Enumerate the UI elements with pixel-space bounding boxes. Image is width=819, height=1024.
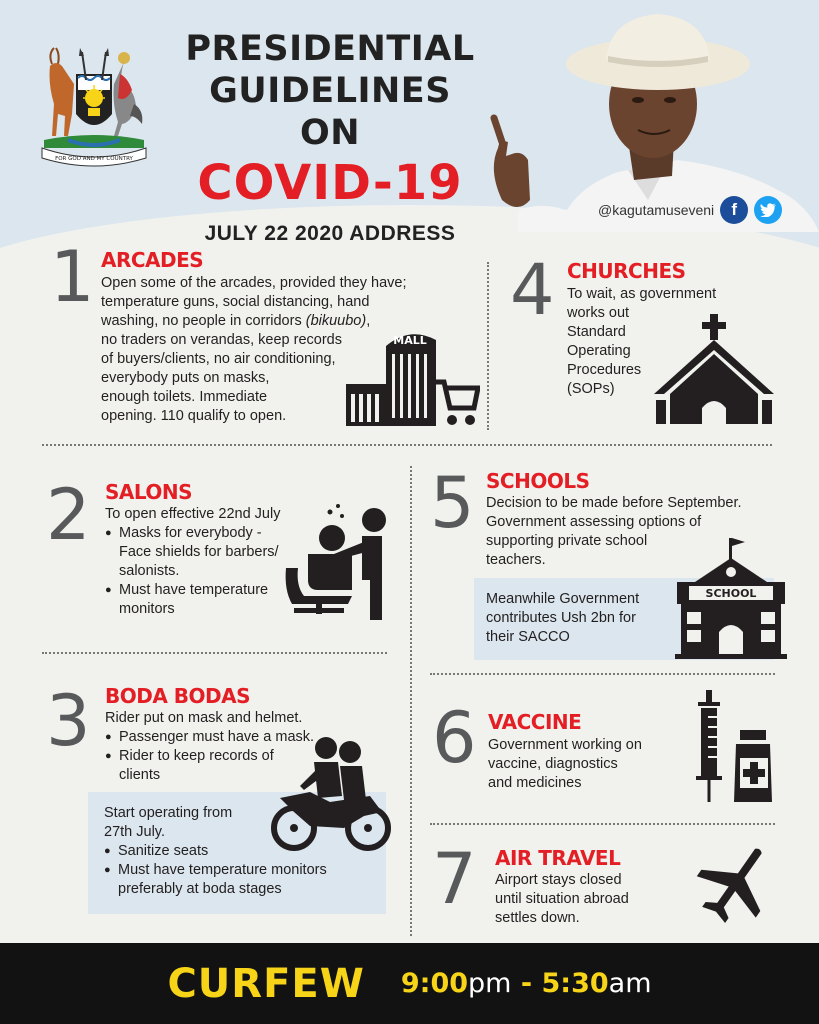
title-line-2: GUIDELINES ON	[209, 71, 451, 153]
curfew-time	[401, 968, 652, 999]
salons-bullet-line: ● Masks for everybody -	[119, 525, 262, 541]
title-covid: COVID-19	[197, 155, 463, 211]
section-number-7: 7	[432, 838, 477, 920]
uganda-crest-icon	[38, 44, 150, 169]
curfew-bar	[0, 943, 819, 1024]
air-text	[495, 871, 685, 928]
airplane-icon	[696, 842, 776, 924]
schools-line: Government assessing options of	[486, 514, 702, 530]
social-handle: @kagutamuseveni	[598, 202, 715, 218]
air-line: Airport stays closed	[495, 872, 622, 888]
divider-horizontal-left	[42, 652, 387, 654]
section-number-6: 6	[432, 697, 477, 779]
salons-bullet-line: salonists.	[119, 563, 180, 579]
churches-line: Standard	[567, 324, 626, 340]
vaccine-line: and medicines	[488, 775, 582, 791]
divider-horizontal-1	[42, 444, 772, 446]
boda-note-bullet-line: preferably at boda stages	[118, 881, 282, 897]
schools-line: teachers.	[486, 552, 546, 568]
arcades-line: of buyers/clients, no air conditioning,	[101, 351, 336, 367]
divider-vertical-top	[487, 262, 489, 430]
vaccine-icon	[692, 690, 776, 806]
divider-horizontal-right-2	[430, 823, 775, 825]
schools-note-line: contributes Ush 2bn for	[486, 610, 636, 626]
salons-bullet-line: Face shields for barbers/	[119, 544, 279, 560]
church-icon	[652, 312, 776, 426]
salons-intro: To open effective 22nd July	[105, 506, 281, 522]
boda-note-line: 27th July.	[104, 824, 165, 840]
motorcycle-icon	[270, 736, 392, 852]
arcades-line-part: ,	[366, 313, 371, 329]
arcades-line-part: washing, no people in corridors	[101, 313, 306, 329]
curfew-start-time: 9:00	[400, 968, 469, 999]
arcades-line: no traders on verandas, keep records	[101, 332, 342, 348]
churches-line: (SOPs)	[567, 381, 615, 397]
arcades-title: ARCADES	[101, 248, 204, 272]
section-number-5: 5	[430, 462, 475, 544]
vaccine-line: Government working on	[488, 737, 642, 753]
curfew-start-unit: pm	[468, 968, 512, 999]
divider-horizontal-right-1	[430, 673, 775, 675]
boda-note-bullet	[104, 861, 370, 899]
vaccine-line: vaccine, diagnostics	[488, 756, 618, 772]
curfew-end-time: 5:30	[541, 968, 609, 999]
title-line-1: PRESIDENTIAL	[185, 29, 475, 69]
churches-line: Operating	[567, 343, 631, 359]
arcades-bikuubo: (bikuubo)	[305, 313, 367, 329]
crest-motto: FOR GOD AND MY COUNTRY	[55, 156, 133, 162]
air-title: AIR TRAVEL	[495, 846, 621, 870]
header-banner	[0, 0, 819, 262]
churches-line: works out	[567, 305, 630, 321]
air-line: settles down.	[495, 910, 580, 926]
boda-bullet-line: ● Rider to keep records of	[119, 748, 274, 764]
salon-icon	[282, 500, 392, 622]
salons-title: SALONS	[105, 480, 193, 504]
vaccine-title: VACCINE	[488, 710, 582, 734]
air-line: until situation abroad	[495, 891, 629, 907]
schools-note-line: Meanwhile Government	[486, 591, 640, 607]
section-number-3: 3	[46, 680, 91, 762]
churches-line: To wait, as government	[567, 286, 717, 302]
boda-note-line: Start operating from	[104, 805, 233, 821]
arcades-line: enough toilets. Immediate	[101, 389, 268, 405]
salons-bullet-line: monitors	[119, 601, 175, 617]
twitter-icon[interactable]	[754, 196, 782, 224]
social-handle-row	[598, 196, 782, 224]
churches-title: CHURCHES	[567, 259, 686, 283]
boda-intro: Rider put on mask and helmet.	[105, 710, 303, 726]
boda-bullet-line: ● Passenger must have a mask.	[119, 729, 315, 745]
salons-bullet-line: ● Must have temperature	[119, 582, 269, 598]
arcades-line: Open some of the arcades, provided they have;	[101, 275, 407, 291]
school-label: SCHOOL	[705, 587, 757, 600]
boda-title: BODA BODAS	[105, 684, 251, 708]
schools-line: Decision to be made before September.	[486, 495, 742, 511]
schools-line: supporting private school	[486, 533, 648, 549]
mall-label: MALL	[393, 334, 427, 347]
divider-vertical-bottom	[410, 466, 412, 936]
curfew-label: CURFEW	[167, 960, 365, 1007]
address-date: JULY 22 2020 ADDRESS	[204, 222, 456, 245]
schools-title: SCHOOLS	[486, 469, 590, 493]
school-icon	[675, 536, 787, 660]
boda-bullet-line: clients	[119, 767, 161, 783]
boda-note-bullet-line: ● Sanitize seats	[118, 843, 209, 859]
boda-note-bullet-line: ● Must have temperature monitors	[118, 862, 327, 878]
curfew-end-unit: am	[608, 968, 652, 999]
vaccine-text	[488, 736, 678, 793]
arcades-line: temperature guns, social distancing, hand	[101, 294, 370, 310]
facebook-icon[interactable]: f	[720, 196, 748, 224]
churches-line: Procedures	[567, 362, 642, 378]
mall-icon	[340, 322, 480, 426]
arcades-line: everybody puts on masks,	[101, 370, 270, 386]
curfew-separator: -	[511, 968, 542, 999]
section-number-2: 2	[46, 474, 91, 556]
schools-note-line: their SACCO	[486, 629, 570, 645]
arcades-line: opening. 110 qualify to open.	[101, 408, 287, 424]
section-number-1: 1	[50, 236, 95, 318]
title-block	[175, 28, 485, 246]
section-number-4: 4	[510, 249, 555, 331]
